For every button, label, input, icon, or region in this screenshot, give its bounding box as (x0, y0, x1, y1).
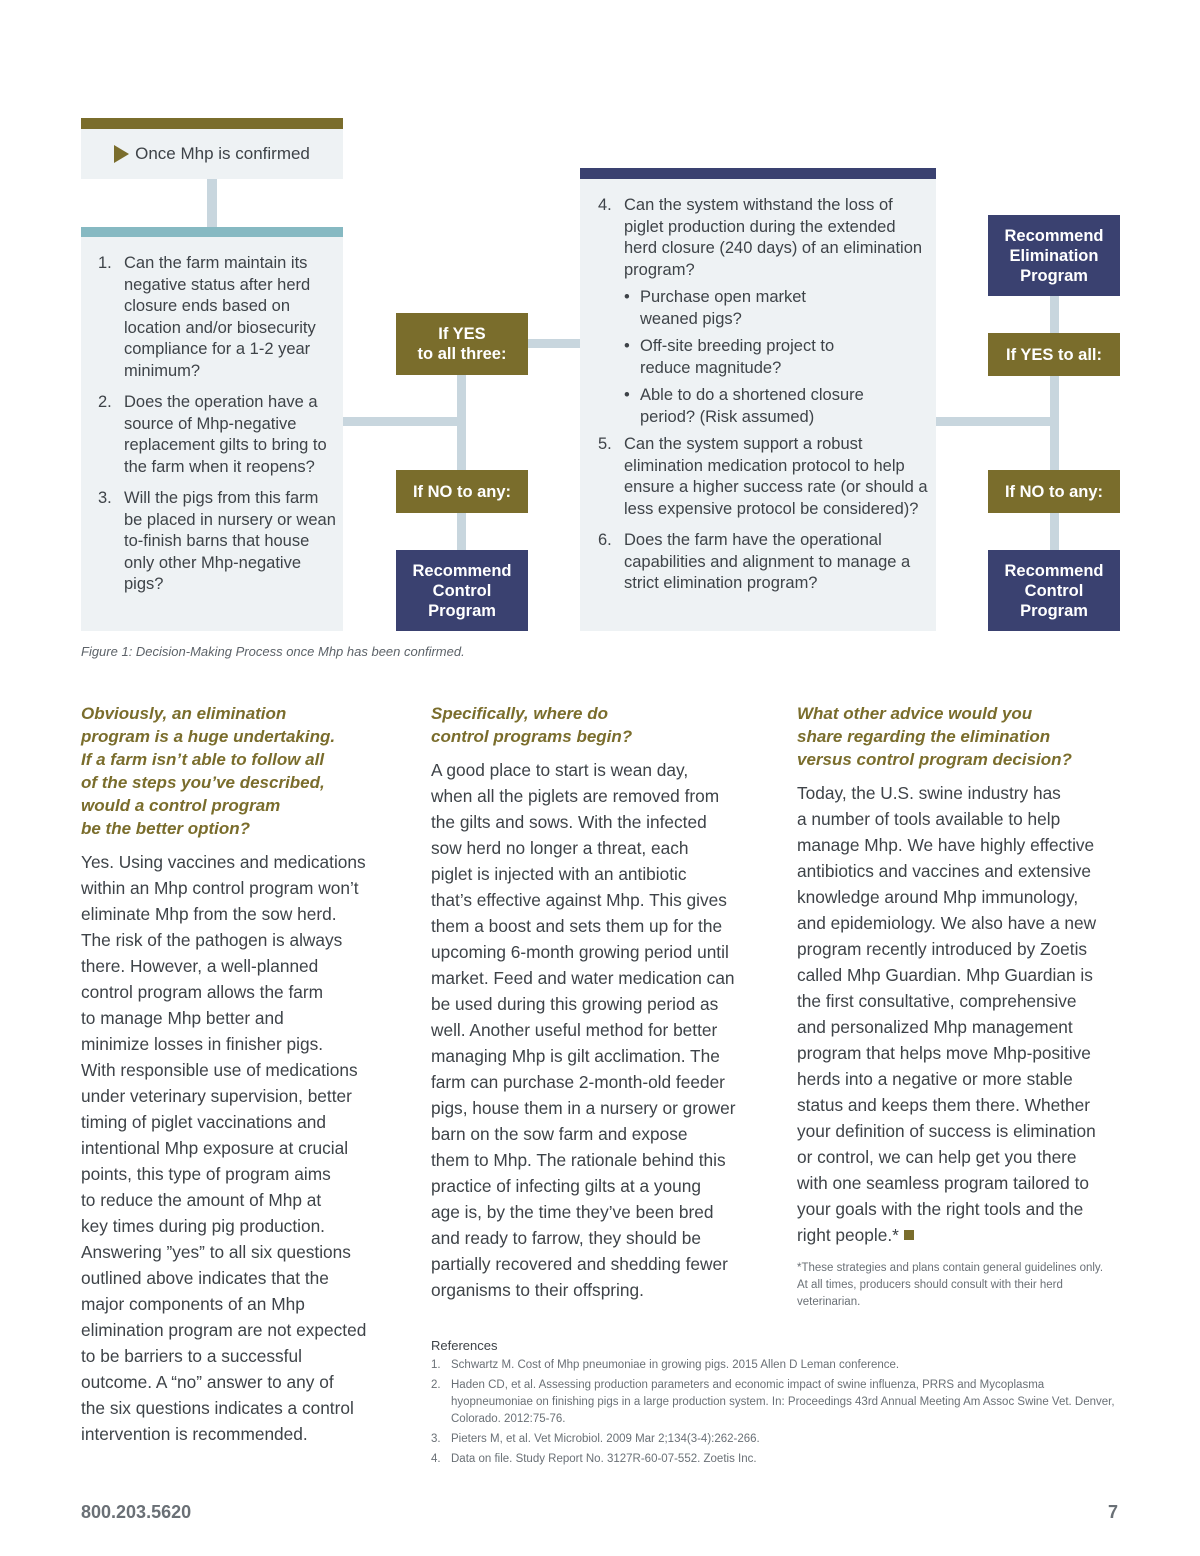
question-item: 6. Does the farm have the operational capabilities and alignment to manage a strict elimination program? (598, 531, 911, 592)
reference-item: 2. Haden CD, et al. Assessing production parameters and economic impact of swine influenza, PRRS and Mycoplasma hyopneumoniae on finishing pigs in a large production system. In: Proceedings 43rd Annual Meeting Am Assoc Swine Vet. Denver, Colorado. 2012:75-76. (431, 1379, 1115, 1425)
column-1 (81, 702, 401, 1447)
question-item: 1. Can the farm maintain its negative status after herd closure ends based on location and/or biosecurity compliance for a 1-2 year minimum? (98, 254, 316, 380)
start-box-bar (81, 118, 343, 129)
interview-answer: Yes. Using vaccines and medications within an Mhp control program won’t eliminate Mhp from the sow herd. The risk of the pathogen is always there. However, a well-planned control program allows the farm to manage Mhp better and minimize losses in finisher pigs. With responsible use of medications under veterinary supervision, better timing of piglet vaccinations and intentional Mhp exposure at crucial points, this type of program aims to reduce the amount of Mhp at key times during pig production. Answering ”yes” to all six questions outlined above indicates that the major components of an Mhp elimination program are not expected to be barriers to a successful outcome. A “no” answer to any of the six questions indicates a control intervention is recommended. (81, 852, 367, 1444)
column-3 (797, 702, 1127, 1311)
recommend-control-box: Recommend Control Program (988, 550, 1120, 631)
connector (343, 417, 458, 426)
question-item: 2. Does the operation have a source of Mhp-negative replacement gilts to bring to the farm when it reopens? (98, 393, 327, 476)
reference-item: 4. Data on file. Study Report No. 3127R-60-07-552. Zoetis Inc. (431, 1453, 757, 1465)
bullet-item: • Able to do a shortened closure period? (Risk assumed) (624, 386, 864, 426)
if-yes-all-three-box: If YES to all three: (396, 313, 528, 375)
column-2 (431, 702, 767, 1303)
if-no-to-any-box: If NO to any: (988, 470, 1120, 513)
interview-question: What other advice would you share regarding the elimination versus control program decision? (797, 704, 1072, 769)
footnote: *These strategies and plans contain general guidelines only. At all times, producers should consult with their herd veterinarian. (797, 1262, 1104, 1308)
if-yes-to-all-box: If YES to all: (988, 333, 1120, 376)
right-panel-bar (580, 168, 936, 179)
connector (935, 417, 1052, 426)
recommend-elimination-box: Recommend Elimination Program (988, 215, 1120, 296)
interview-answer: A good place to start is wean day, when all the piglets are removed from the gilts and sows. With the infected sow herd no longer a threat, each piglet is injected with an antibiotic that’s effective against Mhp. This gives them a boost and sets them up for the upcoming 6-month growing period until market. Feed and water medication can be used during this growing period as well. Another useful method for better managing Mhp is gilt acclimation. The farm can purchase 2-month-old feeder pigs, house them in a nursery or grower barn on the sow farm and expose them to Mhp. The rationale behind this practice of infecting gilts at a young age is, by the time they’ve been bred and ready to farrow, they should be partially recovered and shedding fewer organisms to their offspring. (431, 760, 736, 1300)
question-item: 3. Will the pigs from this farm be placed in nursery or wean to-finish barns that house only other Mhp-negative pigs? (98, 489, 336, 593)
connector (457, 375, 466, 550)
connector (527, 339, 580, 348)
reference-item: 1. Schwartz M. Cost of Mhp pneumoniae in growing pigs. 2015 Allen D Leman conference. (431, 1359, 900, 1371)
references (431, 1338, 1121, 1471)
interview-question: Specifically, where do control programs begin? (431, 704, 633, 746)
left-panel-bar (81, 227, 343, 237)
end-mark-square-icon (904, 1230, 914, 1240)
connector (207, 179, 217, 229)
phone-number: 800.203.5620 (81, 1502, 192, 1522)
play-triangle-icon (114, 145, 129, 163)
recommend-control-box: Recommend Control Program (396, 550, 528, 631)
reference-item: 3. Pieters M, et al. Vet Microbiol. 2009 Mar 2;134(3-4):262-266. (431, 1433, 760, 1445)
references-title: References (431, 1338, 498, 1353)
start-box (81, 129, 343, 179)
question-item: 5. Can the system support a robust elimination medication protocol to help ensure a higher success rate (or should a less expensive protocol be considered)? (598, 435, 928, 518)
interview-question: Obviously, an elimination program is a huge undertaking. If a farm isn’t able to follow all of the steps you’ve described, would a control program be the better option? (81, 704, 336, 838)
question-item: 4. Can the system withstand the loss of piglet production during the extended herd closure (240 days) of an elimination program? • Purchase open market weaned pigs? • Off-site breeding project to reduce magnitude? • Able to do a shortened closure period? (Risk assumed) (598, 195, 928, 428)
bullet-item: • Purchase open market weaned pigs? (624, 288, 807, 328)
figure-caption: Figure 1: Decision-Making Process once Mhp has been confirmed. (81, 644, 465, 659)
bullet-item: • Off-site breeding project to reduce magnitude? (624, 337, 835, 377)
page-number: 7 (1108, 1502, 1119, 1522)
interview-answer: Today, the U.S. swine industry has a number of tools available to help manage Mhp. We have highly effective antibiotics and vaccines and extensive knowledge around Mhp immunology, and epidemiology. We also have a new program recently introduced by Zoetis called Mhp Guardian. Mhp Guardian is the first consultative, comprehensive and personalized Mhp management program that helps move Mhp-positive herds into a negative or more stable status and keeps them there. Whether your definition of success is elimination or control, we can help get you there with one seamless program tailored to your goals with the right tools and the right people.* (797, 783, 1097, 1245)
left-question-list (98, 253, 338, 606)
if-no-to-any-box: If NO to any: (396, 470, 528, 513)
start-label: Once Mhp is confirmed (135, 144, 310, 163)
right-question-list (598, 195, 928, 605)
